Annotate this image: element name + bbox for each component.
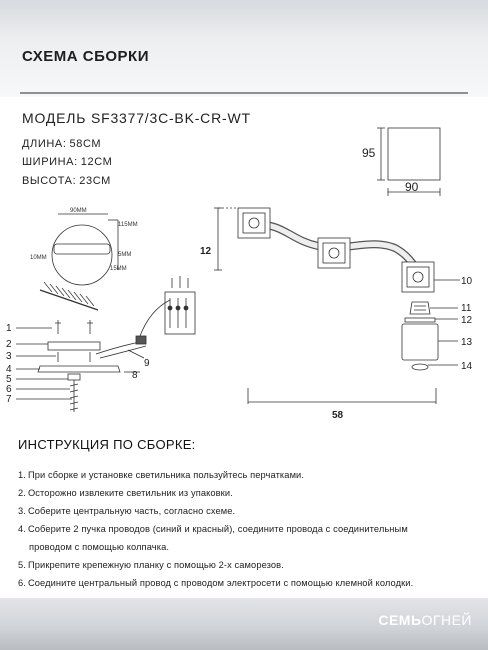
instruction-step-2	[18, 484, 483, 502]
callout-9: 9	[144, 358, 150, 369]
wire-lead	[140, 300, 170, 336]
assembly-diagram	[0, 120, 488, 420]
brand-light: ОГНЕЙ	[421, 612, 472, 628]
lamp-shade	[402, 324, 438, 360]
spec-label: ВЫСОТА:	[22, 175, 77, 187]
length-dimension	[248, 388, 436, 420]
step-text: Соберите 2 пучка проводов (синий и красный), соедините провода с соединительным	[27, 524, 408, 534]
step-text-continued: проводом с помощью колпачка.	[29, 542, 170, 552]
instruction-step-3	[18, 502, 483, 520]
model-label: МОДЕЛЬ	[22, 110, 87, 126]
bracket-screws	[58, 352, 90, 362]
shade-height-label: 95	[362, 146, 376, 160]
step-text: Осторожно извлеките светильник из упаковки.	[27, 488, 233, 498]
shade-width-label: 90	[405, 180, 419, 194]
mount-circle	[52, 225, 112, 285]
step-text: При сборке и установке светильника пользуйтесь перчатками.	[27, 470, 305, 480]
callout-10: 10	[461, 276, 473, 287]
arm-height-label: 12	[200, 246, 212, 257]
ceiling-hatch	[40, 282, 98, 310]
arm-length-label: 58	[332, 410, 344, 420]
callout-leader	[128, 350, 144, 358]
callout-7: 7	[6, 394, 12, 405]
mount-plate-drawing	[30, 208, 138, 285]
callout-11: 11	[461, 303, 472, 314]
instruction-step-5	[18, 556, 483, 574]
instruction-step-4	[18, 520, 483, 538]
bulb	[412, 364, 428, 370]
shade-outline	[388, 128, 440, 180]
callout-12: 12	[461, 315, 473, 326]
instructions-list	[18, 466, 483, 592]
step-number: 1.	[18, 470, 26, 480]
mount-bracket	[48, 342, 100, 350]
mount-dim-right: 115ММ	[118, 222, 138, 228]
canopy	[38, 366, 120, 372]
mount-dim-top: 90ММ	[70, 208, 87, 214]
shade-dimension-drawing	[362, 128, 440, 196]
terminal-screw	[168, 306, 172, 310]
socket-hole-1	[249, 218, 259, 228]
socket-hole-3	[413, 272, 423, 282]
step-number: 6.	[18, 578, 26, 588]
instructions-title: ИНСТРУКЦИЯ ПО СБОРКЕ:	[18, 437, 196, 452]
brand-bold: СЕМЬ	[378, 612, 422, 628]
spec-value: 12СМ	[80, 156, 113, 168]
lamp-arm-drawing	[200, 208, 434, 292]
terminal-slots	[170, 298, 186, 328]
step-number: 4.	[18, 524, 26, 534]
ring	[405, 318, 435, 322]
instruction-step-6	[18, 574, 483, 592]
mount-dim-bottom: 15ММ	[110, 266, 127, 272]
brand-logo	[378, 612, 472, 628]
exploded-parts	[38, 276, 195, 412]
header-divider	[20, 92, 468, 94]
page-title: СХЕМА СБОРКИ	[22, 48, 149, 65]
callout-5: 5	[6, 374, 12, 385]
step-text: Соберите центральную часть, согласно схеме.	[27, 506, 236, 516]
step-number: 2.	[18, 488, 26, 498]
wire-cap	[136, 336, 146, 344]
instruction-step-1	[18, 466, 483, 484]
left-callouts	[6, 323, 72, 405]
wire-2	[100, 346, 146, 358]
callout-3: 3	[6, 351, 12, 362]
screw-2	[87, 320, 93, 334]
callout-1: 1	[6, 323, 12, 334]
spec-label: ДЛИНА:	[22, 138, 67, 150]
threaded-rod	[70, 380, 78, 412]
mount-dim-left: 10ММ	[30, 255, 47, 261]
mount-dim-small: 5ММ	[118, 252, 132, 258]
socket-hole-2	[329, 248, 339, 258]
spec-value: 58СМ	[69, 138, 102, 150]
model-value: SF3377/3C-BK-CR-WT	[90, 110, 251, 126]
spec-label: ШИРИНА:	[22, 156, 78, 168]
callout-4: 4	[6, 364, 12, 375]
callout-14: 14	[461, 361, 473, 372]
instruction-step-4-cont	[18, 538, 483, 556]
step-number: 5.	[18, 560, 26, 570]
mid-callouts	[124, 350, 150, 381]
step-number: 3.	[18, 506, 26, 516]
nut	[68, 374, 80, 380]
callout-13: 13	[461, 337, 473, 348]
screw-1	[55, 320, 61, 334]
wire-1	[96, 342, 140, 354]
lamp-holder-drawing	[402, 302, 438, 370]
callout-6: 6	[6, 384, 12, 395]
mains-wires	[172, 276, 188, 288]
terminal-screw	[184, 306, 188, 310]
spec-value: 23СМ	[79, 175, 111, 187]
terminal-block	[165, 292, 195, 334]
step-text: Соедините центральный провод с проводом электросети с помощью клемной колодки.	[27, 578, 414, 588]
mount-bar	[54, 244, 110, 254]
step-text: Прикрепите крепежную планку с помощью 2-х саморезов.	[27, 560, 284, 570]
bulb-socket	[410, 302, 430, 314]
callout-2: 2	[6, 339, 12, 350]
terminal-screw	[176, 306, 180, 310]
callout-8: 8	[132, 370, 138, 381]
